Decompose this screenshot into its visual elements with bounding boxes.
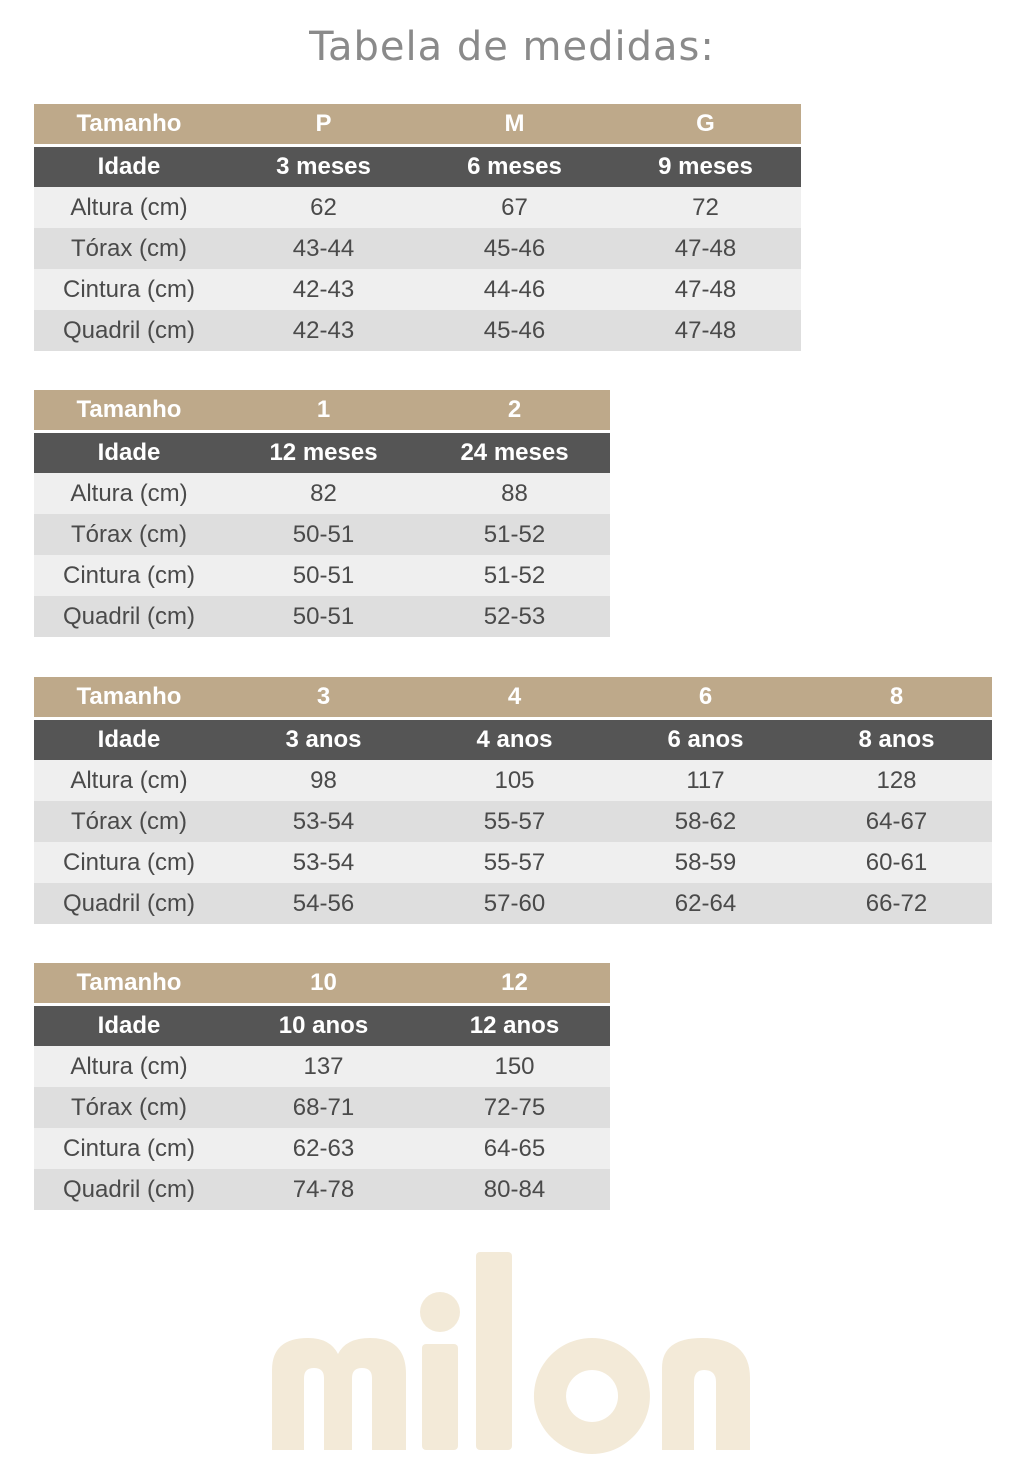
size-header-label: Tamanho [34, 963, 228, 1006]
logo-letter-n [662, 1338, 750, 1450]
table-row [34, 269, 801, 310]
logo-letter-i-dot [420, 1292, 460, 1332]
measure-value: 50-51 [228, 514, 419, 555]
measure-value: 57-60 [419, 883, 610, 924]
size-header-label: Tamanho [34, 390, 228, 433]
measure-value: 53-54 [228, 842, 419, 883]
table-row [34, 228, 801, 269]
table-row [34, 514, 610, 555]
measure-value: 51-52 [419, 514, 610, 555]
measure-value: 72 [610, 187, 801, 228]
age-header-cell: 9 meses [610, 147, 801, 187]
measure-value: 42-43 [228, 310, 419, 351]
measure-label: Quadril (cm) [34, 1169, 228, 1210]
table-row [34, 1169, 610, 1210]
measure-value: 50-51 [228, 596, 419, 637]
age-header-label: Idade [34, 720, 228, 760]
size-table [34, 390, 610, 637]
measure-label: Tórax (cm) [34, 801, 228, 842]
measure-value: 66-72 [801, 883, 992, 924]
size-header-cell: 1 [228, 390, 419, 433]
age-header-cell: 6 meses [419, 147, 610, 187]
milon-logo [262, 1250, 762, 1460]
age-header-cell: 6 anos [610, 720, 801, 760]
logo-letter-o [534, 1338, 650, 1454]
logo-letter-l [476, 1252, 512, 1450]
measure-value: 82 [228, 473, 419, 514]
age-header-label: Idade [34, 1006, 228, 1046]
size-header-cell: 8 [801, 677, 992, 720]
table-row [34, 555, 610, 596]
size-header-cell: P [228, 104, 419, 147]
measure-label: Quadril (cm) [34, 883, 228, 924]
age-header-cell: 12 anos [419, 1006, 610, 1046]
age-header-row [34, 1006, 610, 1046]
measure-value: 51-52 [419, 555, 610, 596]
measure-value: 55-57 [419, 842, 610, 883]
measure-value: 117 [610, 760, 801, 801]
age-header-cell: 3 anos [228, 720, 419, 760]
measure-value: 50-51 [228, 555, 419, 596]
measure-value: 43-44 [228, 228, 419, 269]
age-header-label: Idade [34, 433, 228, 473]
measure-value: 52-53 [419, 596, 610, 637]
age-header-row [34, 720, 992, 760]
measure-label: Cintura (cm) [34, 555, 228, 596]
measure-label: Altura (cm) [34, 473, 228, 514]
measure-value: 44-46 [419, 269, 610, 310]
logo-letter-i-stem [422, 1344, 458, 1450]
size-table [34, 963, 610, 1210]
size-table [34, 677, 992, 924]
measure-label: Tórax (cm) [34, 1087, 228, 1128]
size-header-row [34, 104, 801, 147]
table-row [34, 1046, 610, 1087]
logo-letter-m [272, 1338, 406, 1450]
measure-value: 72-75 [419, 1087, 610, 1128]
measure-value: 54-56 [228, 883, 419, 924]
measure-label: Quadril (cm) [34, 596, 228, 637]
measure-label: Quadril (cm) [34, 310, 228, 351]
size-header-row [34, 390, 610, 433]
age-header-cell: 12 meses [228, 433, 419, 473]
measure-value: 62 [228, 187, 419, 228]
measure-label: Altura (cm) [34, 760, 228, 801]
table-row [34, 596, 610, 637]
measure-value: 47-48 [610, 228, 801, 269]
measure-value: 47-48 [610, 310, 801, 351]
measure-value: 128 [801, 760, 992, 801]
age-header-row [34, 433, 610, 473]
size-header-label: Tamanho [34, 104, 228, 147]
age-header-cell: 24 meses [419, 433, 610, 473]
size-header-row [34, 963, 610, 1006]
measure-value: 68-71 [228, 1087, 419, 1128]
age-header-cell: 4 anos [419, 720, 610, 760]
measure-value: 137 [228, 1046, 419, 1087]
measure-value: 58-62 [610, 801, 801, 842]
measure-label: Altura (cm) [34, 187, 228, 228]
age-header-cell: 3 meses [228, 147, 419, 187]
measure-value: 47-48 [610, 269, 801, 310]
age-header-row [34, 147, 801, 187]
table-row [34, 310, 801, 351]
table-row [34, 842, 992, 883]
measure-value: 53-54 [228, 801, 419, 842]
size-header-cell: G [610, 104, 801, 147]
size-header-cell: 4 [419, 677, 610, 720]
measure-value: 105 [419, 760, 610, 801]
size-header-cell: M [419, 104, 610, 147]
age-header-cell: 8 anos [801, 720, 992, 760]
measure-value: 88 [419, 473, 610, 514]
page-title: Tabela de medidas: [309, 24, 715, 70]
measure-value: 74-78 [228, 1169, 419, 1210]
table-row [34, 760, 992, 801]
size-header-row [34, 677, 992, 720]
measure-value: 150 [419, 1046, 610, 1087]
measure-value: 45-46 [419, 310, 610, 351]
table-row [34, 473, 610, 514]
size-header-cell: 3 [228, 677, 419, 720]
measure-label: Tórax (cm) [34, 514, 228, 555]
measure-value: 98 [228, 760, 419, 801]
size-header-label: Tamanho [34, 677, 228, 720]
measure-value: 58-59 [610, 842, 801, 883]
measure-label: Cintura (cm) [34, 1128, 228, 1169]
table-row [34, 883, 992, 924]
size-table [34, 104, 801, 351]
table-row [34, 801, 992, 842]
age-header-cell: 10 anos [228, 1006, 419, 1046]
size-header-cell: 2 [419, 390, 610, 433]
table-row [34, 187, 801, 228]
measure-value: 55-57 [419, 801, 610, 842]
measure-label: Cintura (cm) [34, 269, 228, 310]
table-row [34, 1128, 610, 1169]
table-row [34, 1087, 610, 1128]
measure-value: 62-64 [610, 883, 801, 924]
size-header-cell: 12 [419, 963, 610, 1006]
age-header-label: Idade [34, 147, 228, 187]
measure-label: Altura (cm) [34, 1046, 228, 1087]
size-header-cell: 10 [228, 963, 419, 1006]
measure-value: 64-65 [419, 1128, 610, 1169]
measure-label: Tórax (cm) [34, 228, 228, 269]
measure-value: 42-43 [228, 269, 419, 310]
measure-value: 60-61 [801, 842, 992, 883]
measure-value: 62-63 [228, 1128, 419, 1169]
measure-value: 67 [419, 187, 610, 228]
measure-value: 80-84 [419, 1169, 610, 1210]
measure-label: Cintura (cm) [34, 842, 228, 883]
size-header-cell: 6 [610, 677, 801, 720]
measure-value: 45-46 [419, 228, 610, 269]
measure-value: 64-67 [801, 801, 992, 842]
